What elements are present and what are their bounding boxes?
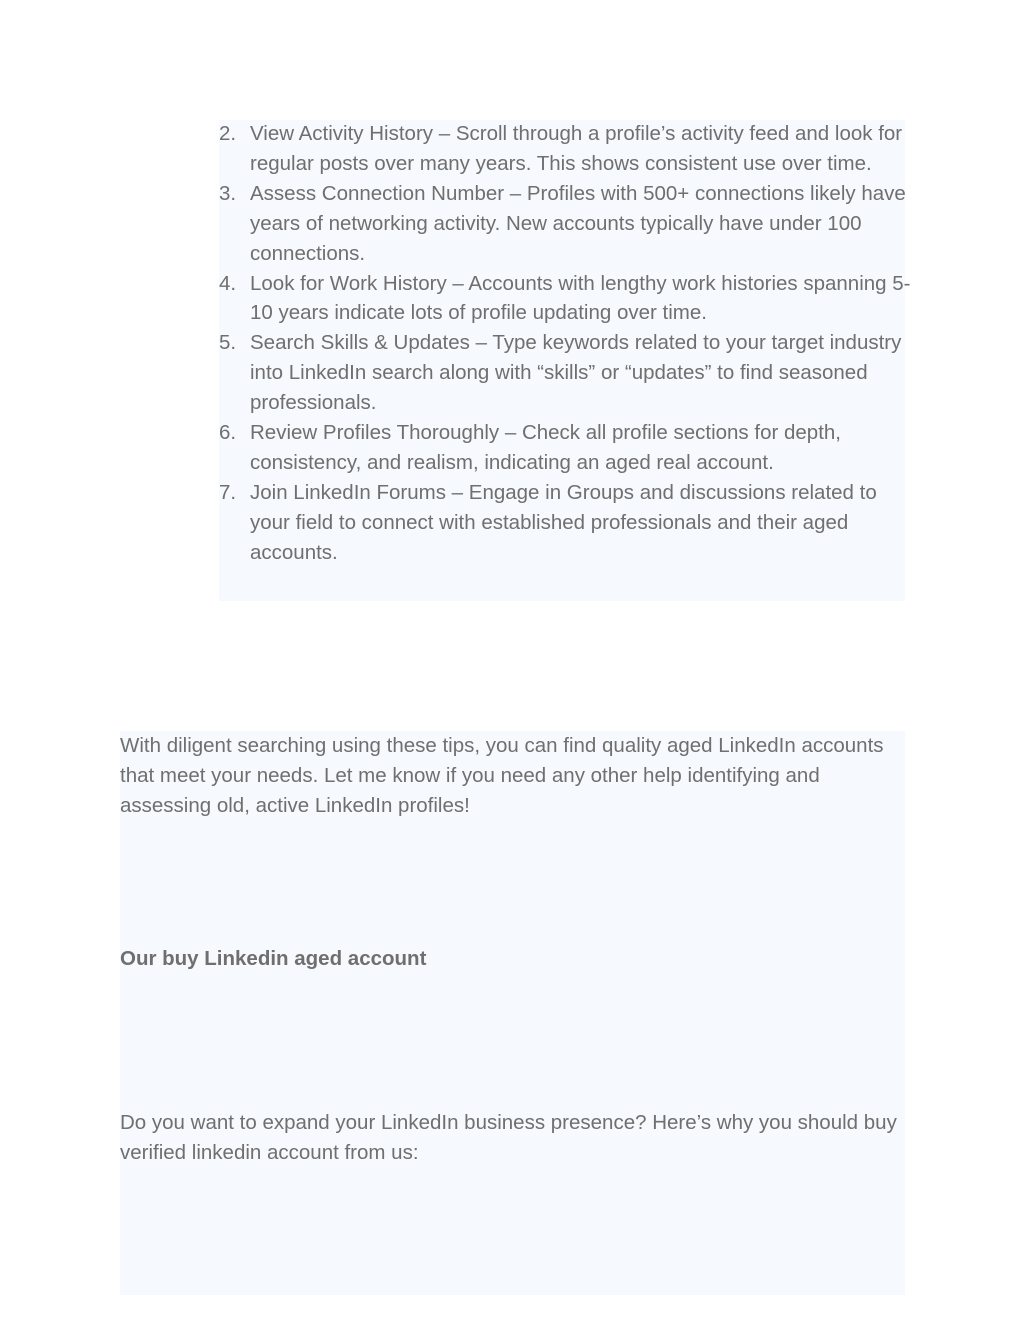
list-item-number: 4. [219,271,237,295]
closing-paragraph: With diligent searching using these tips, you can find quality aged LinkedIn accounts that meet your needs. Let me know if you need any other help identifying and assessing old, active LinkedIn profiles! [120,734,884,817]
list-item [219,179,919,269]
section-heading: Our buy Linkedin aged account [120,947,427,970]
list-item-text: View Activity History – Scroll through a profile’s activity feed and look for regular posts over many years. This shows consistent use over time. [250,122,903,175]
list-item-number: 6. [219,421,237,445]
list-item-number: 3. [219,181,237,205]
list-item-text: Review Profiles Thoroughly – Check all profile sections for depth, consistency, and realism, indicating an aged real account. [250,421,841,474]
list-item-text: Assess Connection Number – Profiles with 500+ connections likely have years of networking activity. New accounts typically have under 100 connections. [250,181,906,265]
list-item-text: Search Skills & Updates – Type keywords related to your target industry into LinkedIn search along with “skills” or “updates” to find seasoned professionals. [250,331,902,415]
list-item [219,269,919,329]
list-item-text: Look for Work History – Accounts with lengthy work histories spanning 5-10 years indicate lots of profile updating over time. [250,271,911,325]
list-item [219,418,919,478]
list-item [219,478,919,568]
intro-paragraph: Do you want to expand your LinkedIn business presence? Here’s why you should buy verified linkedin account from us: [120,1111,897,1164]
list-item-number: 5. [219,331,237,355]
list-item-text: Join LinkedIn Forums – Engage in Groups and discussions related to your field to connect with established professionals and their aged accounts. [250,480,877,564]
list-item [219,328,919,418]
list-item [219,119,919,179]
tips-list [219,119,919,568]
list-item-number: 2. [219,122,237,145]
list-item-number: 7. [219,480,237,504]
